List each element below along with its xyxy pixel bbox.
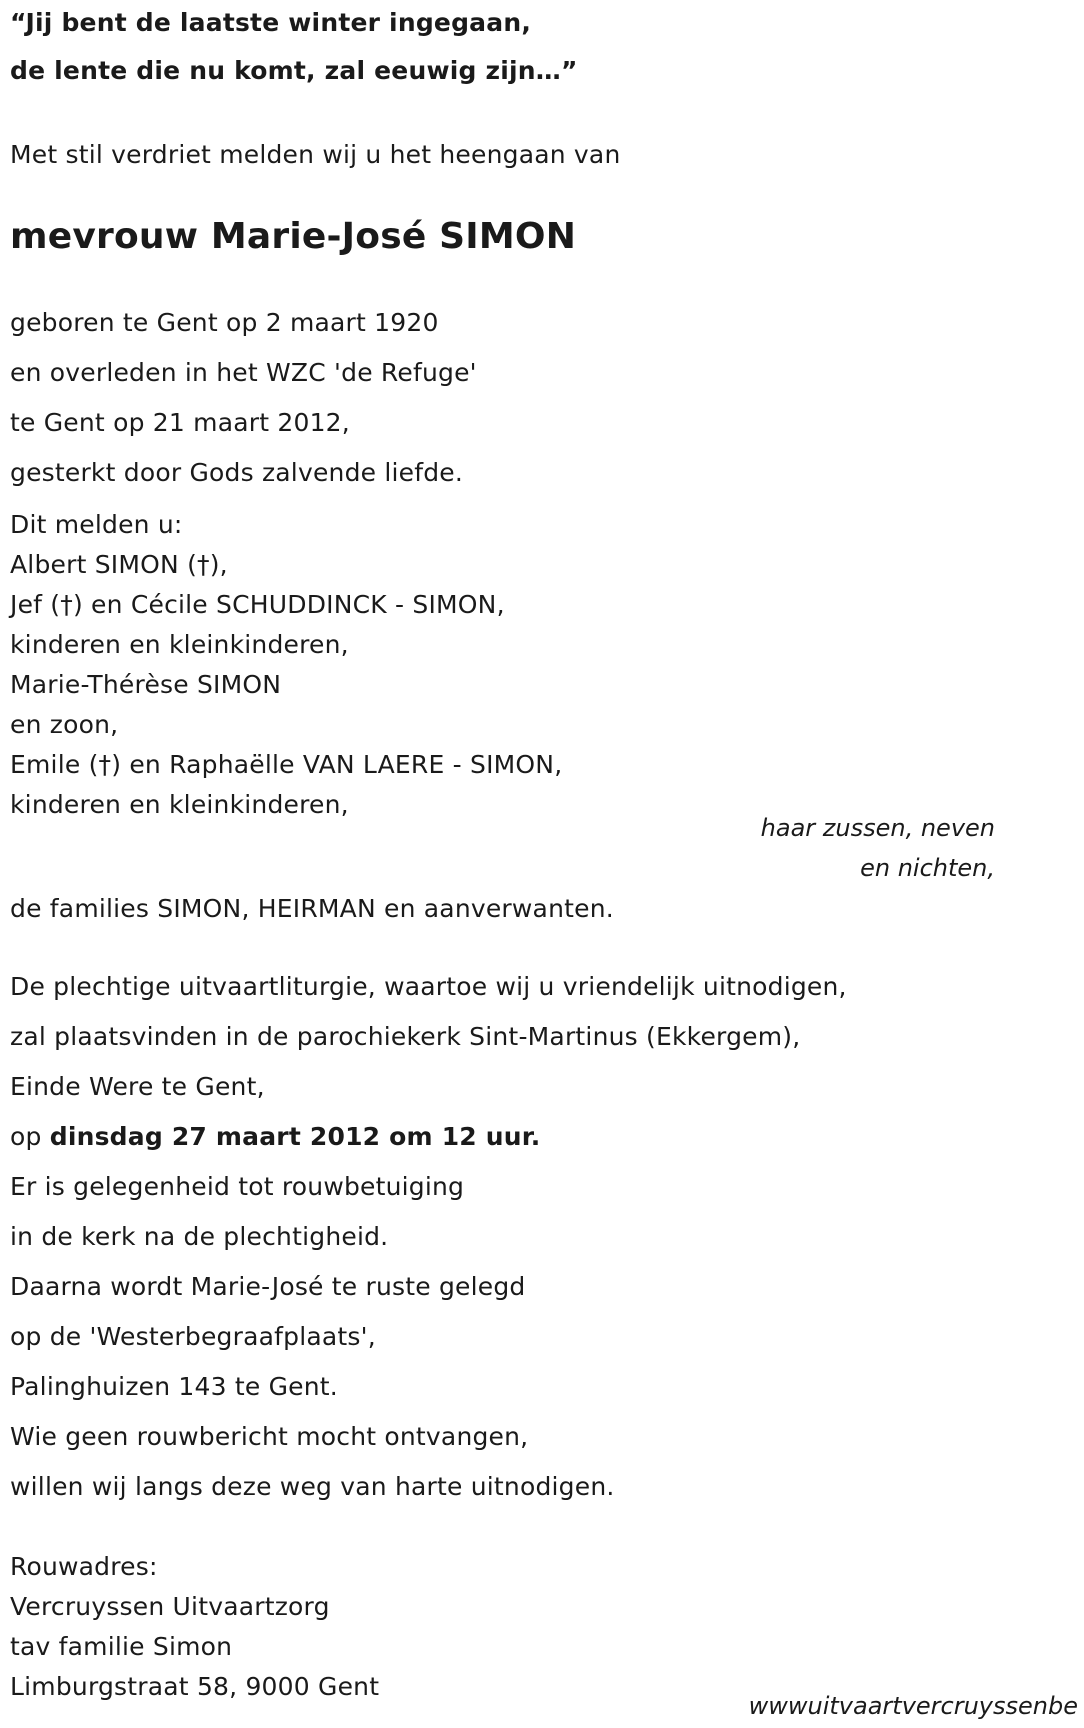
ceremony-after-line: Daarna wordt Marie-José te ruste gelegd (10, 1272, 526, 1301)
family-line: Albert SIMON (†), (10, 550, 228, 579)
ceremony-line: zal plaatsvinden in de parochiekerk Sint-Martinus (Ekkergem), (10, 1022, 801, 1051)
ceremony-after-line: Palinghuizen 143 te Gent. (10, 1372, 338, 1401)
family-line: Marie-Thérèse SIMON (10, 670, 282, 699)
ceremony-date-prefix: op (10, 1122, 50, 1151)
ceremony-after-line: op de 'Westerbegraafplaats', (10, 1322, 376, 1351)
ceremony-line: Einde Were te Gent, (10, 1072, 265, 1101)
families-line: de families SIMON, HEIRMAN en aanverwanten. (10, 894, 614, 923)
ceremony-after-line: willen wij langs deze weg van harte uitnodigen. (10, 1472, 615, 1501)
footer-website: wwwuitvaartvercruyssenbe (748, 1692, 1078, 1720)
detail-line: geboren te Gent op 2 maart 1920 (10, 308, 439, 337)
detail-line: te Gent op 21 maart 2012, (10, 408, 350, 437)
quote-line-1: “Jij bent de laatste winter ingegaan, (10, 8, 532, 37)
deceased-name: mevrouw Marie-José SIMON (10, 216, 577, 257)
ceremony-after-line: Er is gelegenheid tot rouwbetuiging (10, 1172, 465, 1201)
family-right-line: en nichten, (860, 854, 995, 882)
family-line: en zoon, (10, 710, 119, 739)
address-line: Vercruyssen Uitvaartzorg (10, 1592, 330, 1621)
family-line: kinderen en kleinkinderen, (10, 790, 349, 819)
intro-text: Met stil verdriet melden wij u het heengaan van (10, 140, 621, 169)
detail-line: en overleden in het WZC 'de Refuge' (10, 358, 477, 387)
address-line: tav familie Simon (10, 1632, 233, 1661)
family-line: Emile (†) en Raphaëlle VAN LAERE - SIMON, (10, 750, 563, 779)
ceremony-date-bold: dinsdag 27 maart 2012 om 12 uur. (49, 1122, 541, 1151)
family-line: kinderen en kleinkinderen, (10, 630, 349, 659)
ceremony-date (10, 1120, 540, 1154)
detail-line: gesterkt door Gods zalvende liefde. (10, 458, 464, 487)
ceremony-after-line: in de kerk na de plechtigheid. (10, 1222, 389, 1251)
address-header: Rouwadres: (10, 1552, 158, 1581)
ceremony-line: De plechtige uitvaartliturgie, waartoe wij u vriendelijk uitnodigen, (10, 972, 847, 1001)
family-right-line: haar zussen, neven (760, 814, 995, 842)
quote-line-2: de lente die nu komt, zal eeuwig zijn…” (10, 56, 578, 85)
family-header: Dit melden u: (10, 510, 183, 539)
family-line: Jef (†) en Cécile SCHUDDINCK - SIMON, (10, 590, 505, 619)
ceremony-after-line: Wie geen rouwbericht mocht ontvangen, (10, 1422, 529, 1451)
address-line: Limburgstraat 58, 9000 Gent (10, 1672, 380, 1701)
